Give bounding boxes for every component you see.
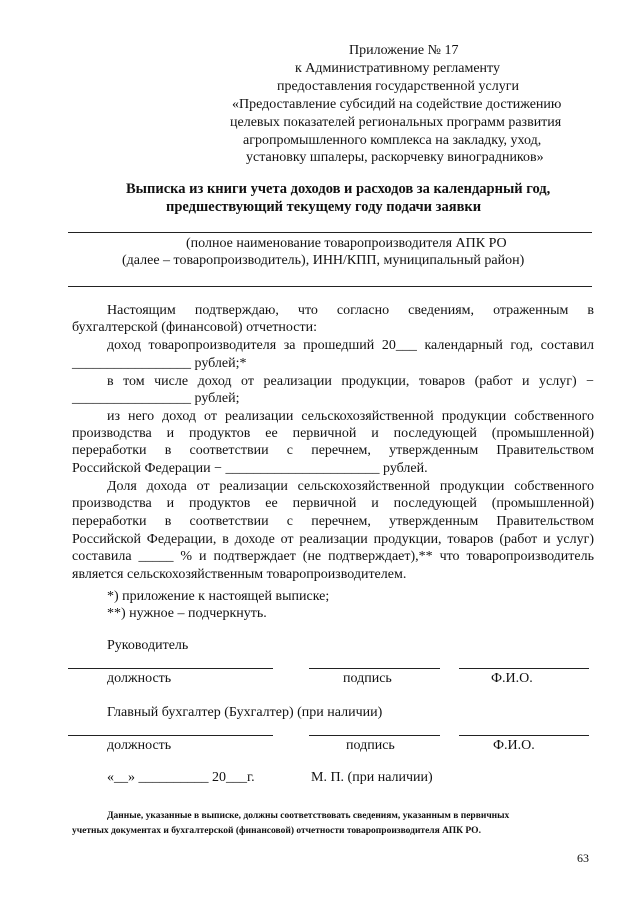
- header-line-5: целевых показателей региональных программ развития: [230, 115, 562, 130]
- body-line-11: Доля дохода от реализации сельскохозяйственной продукции собственного: [107, 479, 594, 494]
- body-line-5: в том числе доход от реализации продукции, товаров (работ и услуг) −: [107, 374, 594, 389]
- header-line-4: «Предоставление субсидий на содействие достижению: [232, 97, 562, 112]
- body-line-3: доход товаропроизводителя за прошедший 20___ календарный год, составил: [107, 338, 594, 353]
- chief-signature-caption: подпись: [346, 738, 395, 753]
- note-attachment: *) приложение к настоящей выписке;: [107, 589, 330, 604]
- head-signature-line: [309, 668, 440, 669]
- footer-note-line-2: учетных документах и бухгалтерской (финансовой) отчетности товаропроизводителя АПК РО.: [72, 826, 481, 836]
- header-line-3: предоставления государственной услуги: [277, 79, 519, 94]
- body-line-9: переработки в соответствии с перечнем, утвержденным Правительством: [72, 443, 594, 458]
- body-line-10: Российской Федерации − ______________________ рублей.: [72, 461, 428, 476]
- chief-fio-line: [459, 735, 589, 736]
- footer-note-line-1: Данные, указанные в выписке, должны соответствовать сведениям, указанным в первичных: [107, 811, 510, 821]
- head-position-line: [68, 668, 273, 669]
- producer-name-line: [68, 232, 592, 233]
- chief-signature-line: [309, 735, 440, 736]
- page-number: 63: [577, 851, 589, 865]
- head-position-caption: должность: [107, 671, 172, 686]
- header-line-2: к Административному регламенту: [295, 61, 500, 76]
- title-line-1: Выписка из книги учета доходов и расходов за календарный год,: [126, 181, 551, 197]
- title-line-2: предшествующий текущему году подачи заявки: [166, 199, 482, 215]
- body-line-7: из него доход от реализации сельскохозяйственной продукции собственного: [107, 409, 594, 424]
- stamp-note: М. П. (при наличии): [311, 770, 433, 785]
- head-fio-line: [459, 668, 589, 669]
- body-line-4: _________________ рублей;*: [72, 356, 247, 371]
- note-underline: **) нужное – подчеркнуть.: [107, 606, 267, 621]
- body-line-14: Российской Федерации, в доходе от реализации продукции, товаров (работ и услуг): [72, 532, 594, 547]
- header-line-7: установку шпалеры, раскорчевку виноградников»: [246, 150, 544, 165]
- body-line-12: производства и продуктов ее первичной и последующей (промышленной): [72, 496, 594, 511]
- producer-caption-bottom-line: [68, 286, 592, 287]
- chief-position-caption: должность: [107, 738, 172, 753]
- body-line-13: переработки в соответствии с перечнем, утвержденным Правительством: [72, 514, 594, 529]
- body-line-1: Настоящим подтверждаю, что согласно сведениям, отраженным в: [107, 303, 594, 318]
- chief-position-line: [68, 735, 273, 736]
- head-fio-caption: Ф.И.О.: [491, 671, 533, 686]
- chief-fio-caption: Ф.И.О.: [493, 738, 535, 753]
- producer-caption-line-2: (далее – товаропроизводитель), ИНН/КПП, муниципальный район): [122, 253, 525, 268]
- date-field: «__» __________ 20___г.: [107, 770, 255, 785]
- chief-accountant-label: Главный бухгалтер (Бухгалтер) (при наличии): [107, 705, 383, 720]
- body-line-2: бухгалтерской (финансовой) отчетности:: [72, 320, 317, 335]
- head-label: Руководитель: [107, 638, 189, 653]
- head-signature-caption: подпись: [343, 671, 392, 686]
- header-line-6: агропромышленного комплекса на закладку, уход,: [243, 133, 542, 148]
- producer-caption-line-1: (полное наименование товаропроизводителя АПК РО: [186, 236, 507, 251]
- body-line-15: составила _____ % и подтверждает (не подтверждает),** что товаропроизводитель: [72, 549, 594, 564]
- body-line-16: является сельскохозяйственным товаропроизводителем.: [72, 567, 407, 582]
- header-line-1: Приложение № 17: [349, 43, 459, 58]
- body-line-6: _________________ рублей;: [72, 391, 240, 406]
- body-line-8: производства и продуктов ее первичной и последующей (промышленной): [72, 426, 594, 441]
